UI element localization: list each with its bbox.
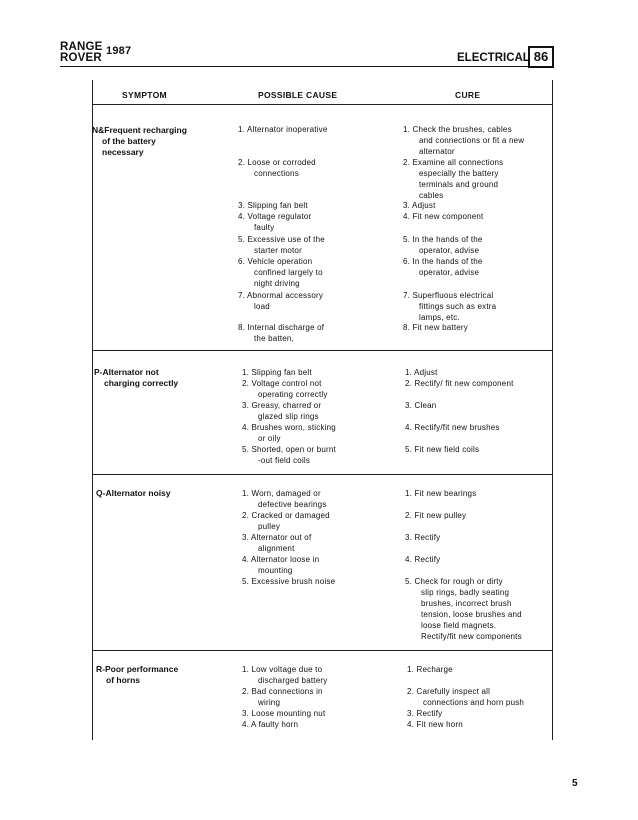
cause-item: 3. Alternator out of alignment xyxy=(242,533,312,553)
cause-item: 5. Excessive brush noise xyxy=(242,577,336,586)
cure-item: 4. Rectify/fit new brushes xyxy=(405,423,500,432)
section-number: 86 xyxy=(528,46,554,68)
cause-item: 7. Abnormal accessory load xyxy=(238,291,324,311)
cure-item: 2. Carefully inspect all connections and horn push xyxy=(407,687,525,707)
cause-item: 1. Worn, damaged or defective bearings xyxy=(242,489,327,509)
cause-item: 1. Slipping fan belt xyxy=(242,368,312,377)
cause-item: 2. Voltage control not operating correctly xyxy=(242,379,328,399)
table-right-border xyxy=(552,80,553,740)
cause-item: 4. Brushes worn, sticking or oily xyxy=(242,423,336,443)
symptom-r: R-Poor performance of horns xyxy=(96,664,179,685)
row-divider xyxy=(92,350,552,351)
cure-item: 1. Recharge xyxy=(407,665,453,674)
cure-item: 5. Check for rough or dirty slip rings, badly seating brushes, incorrect brush tension, loose brushes and loose field magnets. Rectify/fit new components xyxy=(405,577,522,641)
cure-item: 3. Clean xyxy=(405,401,437,410)
cure-item: 5. In the hands of the operator, advise xyxy=(403,235,483,255)
column-header-symptom: SYMPTOM xyxy=(122,90,167,100)
symptom-n: N&Frequent recharging of the battery necessary xyxy=(92,125,187,157)
column-header-cause: POSSIBLE CAUSE xyxy=(258,90,338,100)
model-year: 1987 xyxy=(106,45,132,57)
section-title: ELECTRICAL xyxy=(457,52,530,64)
column-header-cure: CURE xyxy=(455,90,481,100)
cure-item: 1. Adjust xyxy=(405,368,438,377)
cure-item: 8. Fit new battery xyxy=(403,323,468,332)
cause-item: 5. Excessive use of the starter motor xyxy=(238,235,325,255)
cause-item: 1. Alternator inoperative xyxy=(238,125,328,134)
cure-item: 3. Rectify xyxy=(405,533,441,542)
cure-item: 2. Examine all connections especially the battery terminals and ground cables xyxy=(403,158,504,200)
cure-item: 3. Adjust xyxy=(403,201,436,210)
cause-item: 4. Alternator loose in mounting xyxy=(242,555,320,575)
cause-item: 4. A faulty horn xyxy=(242,720,299,729)
cure-item: 6. In the hands of the operator, advise xyxy=(403,257,483,277)
cause-item: 3. Greasy, charred or glazed slip rings xyxy=(242,401,322,421)
cause-item: 3. Slipping fan belt xyxy=(238,201,308,210)
row-divider xyxy=(92,474,552,475)
cause-item: 1. Low voltage due to discharged battery xyxy=(242,665,328,685)
row-divider xyxy=(92,650,552,651)
cure-item: 4. Fit new horn xyxy=(407,720,463,729)
cause-item: 5. Shorted, open or burnt -out field coils xyxy=(242,445,336,465)
header-divider xyxy=(92,104,552,105)
brand-line-2: ROVER xyxy=(60,52,102,64)
cause-item: 2. Bad connections in wiring xyxy=(242,687,323,707)
cure-item: 3. Rectify xyxy=(407,709,443,718)
cure-item: 2. Fit new pulley xyxy=(405,511,467,520)
cure-item: 5. Fit new field coils xyxy=(405,445,480,454)
cure-item: 4. Fit new component xyxy=(403,212,484,221)
cure-item: 1. Check the brushes, cables and connections or fit a new alternator xyxy=(403,125,525,156)
cause-item: 3. Loose mounting nut xyxy=(242,709,326,718)
cure-item: 4. Rectify xyxy=(405,555,441,564)
table-left-border xyxy=(92,80,93,740)
cure-item: 1. Fit new bearings xyxy=(405,489,477,498)
header-rule xyxy=(60,66,552,67)
symptom-p: P-Alternator not charging correctly xyxy=(94,367,179,388)
cause-item: 2. Loose or corroded connections xyxy=(238,158,316,178)
symptom-q: Q-Alternator noisy xyxy=(96,488,171,498)
cure-item: 7. Superfluous electrical fittings such as extra lamps, etc. xyxy=(403,291,497,322)
cause-item: 2. Cracked or damaged pulley xyxy=(242,511,330,531)
brand-line-1: RANGE xyxy=(60,41,103,53)
cause-item: 8. Internal discharge of the batten, xyxy=(238,323,325,343)
cause-item: 4. Voltage regulator faulty xyxy=(238,212,312,232)
page-number: 5 xyxy=(572,778,578,789)
cause-item: 6. Vehicle operation confined largely to night driving xyxy=(238,257,323,288)
cure-item: 2. Rectify/ fit new component xyxy=(405,379,514,388)
